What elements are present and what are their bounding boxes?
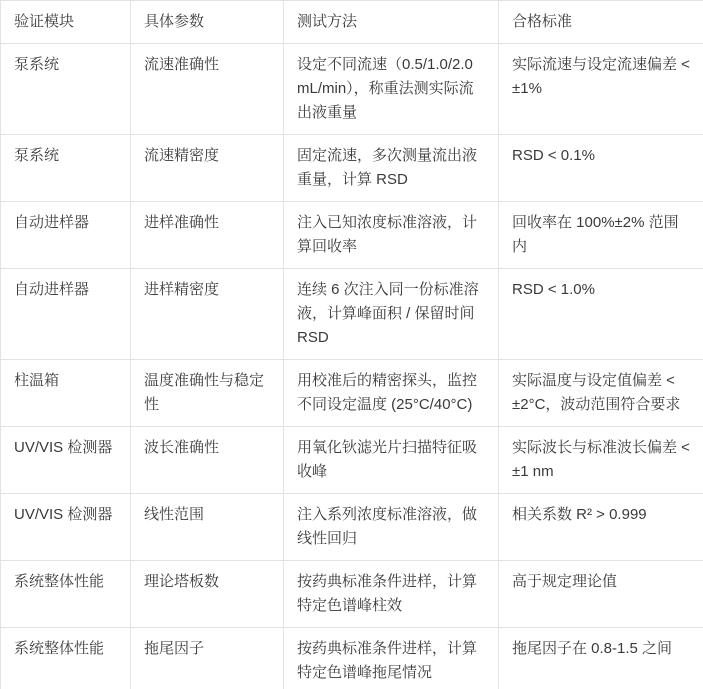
cell-module: UV/VIS 检测器 <box>1 427 131 494</box>
table-body <box>1 44 703 689</box>
table-row <box>1 202 703 269</box>
table-header <box>1 1 703 44</box>
column-header-acceptance-criteria: 合格标准 <box>499 1 703 44</box>
column-header-parameter: 具体参数 <box>131 1 284 44</box>
cell-method: 连续 6 次注入同一份标准溶液，计算峰面积 / 保留时间 RSD <box>284 269 499 360</box>
column-header-validation-module: 验证模块 <box>1 1 131 44</box>
cell-module: 泵系统 <box>1 44 131 135</box>
cell-module: 柱温箱 <box>1 360 131 427</box>
cell-method: 用氧化钬滤光片扫描特征吸收峰 <box>284 427 499 494</box>
cell-parameter: 进样准确性 <box>131 202 284 269</box>
cell-parameter: 波长准确性 <box>131 427 284 494</box>
table-row <box>1 427 703 494</box>
column-header-test-method: 测试方法 <box>284 1 499 44</box>
cell-method: 按药典标准条件进样，计算特定色谱峰柱效 <box>284 561 499 628</box>
table-row <box>1 628 703 689</box>
header-row <box>1 1 703 44</box>
cell-parameter: 线性范围 <box>131 494 284 561</box>
cell-parameter: 拖尾因子 <box>131 628 284 689</box>
cell-module: 自动进样器 <box>1 269 131 360</box>
cell-module: UV/VIS 检测器 <box>1 494 131 561</box>
cell-method: 注入已知浓度标准溶液，计算回收率 <box>284 202 499 269</box>
cell-parameter: 理论塔板数 <box>131 561 284 628</box>
cell-criteria: RSD < 0.1% <box>499 135 703 202</box>
table-row <box>1 44 703 135</box>
cell-criteria: 实际温度与设定值偏差 < ±2°C，波动范围符合要求 <box>499 360 703 427</box>
table-row <box>1 494 703 561</box>
cell-criteria: 回收率在 100%±2% 范围内 <box>499 202 703 269</box>
cell-criteria: 高于规定理论值 <box>499 561 703 628</box>
cell-module: 系统整体性能 <box>1 628 131 689</box>
cell-method: 用校准后的精密探头，监控不同设定温度 (25°C/40°C) <box>284 360 499 427</box>
cell-criteria: 实际波长与标准波长偏差 < ±1 nm <box>499 427 703 494</box>
cell-criteria: 拖尾因子在 0.8-1.5 之间 <box>499 628 703 689</box>
table-row <box>1 269 703 360</box>
cell-method: 设定不同流速（0.5/1.0/2.0 mL/min），称重法测实际流出液重量 <box>284 44 499 135</box>
cell-module: 自动进样器 <box>1 202 131 269</box>
cell-method: 注入系列浓度标准溶液，做线性回归 <box>284 494 499 561</box>
cell-method: 固定流速，多次测量流出液重量，计算 RSD <box>284 135 499 202</box>
cell-parameter: 进样精密度 <box>131 269 284 360</box>
cell-parameter: 温度准确性与稳定性 <box>131 360 284 427</box>
table-row <box>1 135 703 202</box>
cell-module: 泵系统 <box>1 135 131 202</box>
cell-method: 按药典标准条件进样，计算特定色谱峰拖尾情况 <box>284 628 499 689</box>
cell-criteria: RSD < 1.0% <box>499 269 703 360</box>
cell-parameter: 流速准确性 <box>131 44 284 135</box>
table-row <box>1 360 703 427</box>
cell-parameter: 流速精密度 <box>131 135 284 202</box>
cell-criteria: 实际流速与设定流速偏差 < ±1% <box>499 44 703 135</box>
cell-module: 系统整体性能 <box>1 561 131 628</box>
cell-criteria: 相关系数 R² > 0.999 <box>499 494 703 561</box>
table-row <box>1 561 703 628</box>
